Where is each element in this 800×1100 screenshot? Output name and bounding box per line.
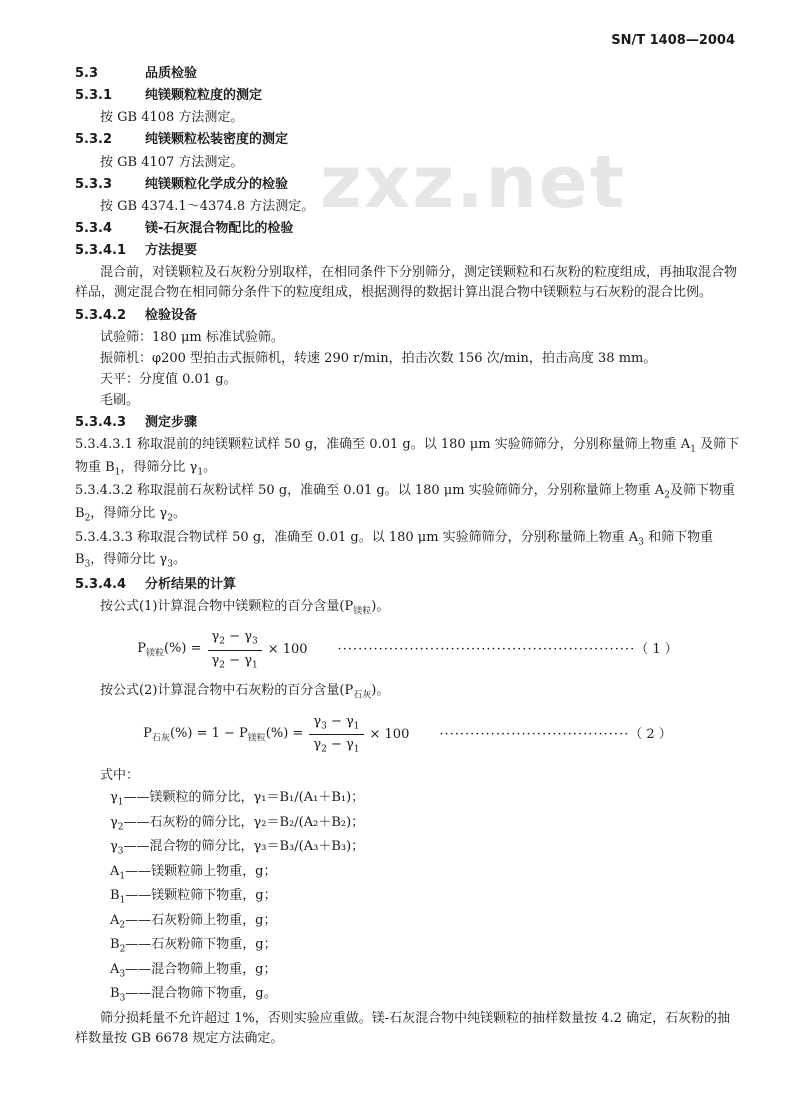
paragraph: 按 GB 4107 方法测定。 xyxy=(100,154,244,170)
section-title: 纯镁颗粒化学成分的检验 xyxy=(145,176,289,192)
standard-number-header: SN/T 1408—2004 xyxy=(611,33,735,48)
heading-5-3-1 xyxy=(75,86,740,106)
section-title: 分析结果的计算 xyxy=(145,576,237,592)
section-title: 纯镁颗粒粒度的测定 xyxy=(145,88,263,104)
legend-item: $B_1——$镁颗粒筛下物重，g； xyxy=(110,888,277,906)
heading-5-3-4-1 xyxy=(75,241,740,261)
section-number: 5.3.4.3 xyxy=(75,415,126,431)
section-number: 5.3.1 xyxy=(75,88,113,104)
step-text: 及筛下物重 B xyxy=(75,483,735,521)
document-body xyxy=(75,62,740,1050)
step-number: 5.3.4.3.1 xyxy=(75,437,133,453)
step-text: 和筛下物重 B xyxy=(75,529,714,568)
step-text: ，得筛分比 γ xyxy=(120,459,198,475)
section-title: 镁-石灰混合物配比的检验 xyxy=(145,220,294,236)
step-text: 称取混前石灰粉试样 50 g，准确至 0.01 g。以 180 μm 实验筛筛分，分别称量筛上物重 A xyxy=(137,483,665,499)
formula-2: $P_{石灰}(\%) = 1 - P_{镁粒}(\%)$ = $\frac{\gamma_3 - \gamma_1}{\gamma_2 - \gamma_1}$ × 100 ····································· （ 2 ） xyxy=(143,713,672,755)
paragraph: 混合前，对镁颗粒及石灰粉分别取样，在相同条件下分别筛分，测定镁颗粒和石灰粉的粒度组成，再抽取混合物样品，测定混合物在相同筛分条件下的粒度组成，根据测得的数据计算出混合物中镁颗粒与石灰粉的混合比例。 xyxy=(75,265,738,301)
step-text: 。 xyxy=(203,459,217,475)
heading-5-3-4-4 xyxy=(75,575,740,595)
step-text: 称取混前的纯镁颗粒试样 50 g，准确至 0.01 g。以 180 μm 实验筛筛分，分别称量筛上物重 A xyxy=(137,437,691,453)
equipment-item: 天平：分度值 0.01 g。 xyxy=(100,371,237,387)
section-title: 测定步骤 xyxy=(145,415,198,431)
legend-item: $\gamma_3——$混合物的筛分比，γ₃＝B₃/(A₃＋B₃)； xyxy=(110,839,365,857)
intro-subscript: 镁粒 xyxy=(353,606,372,617)
step-number: 5.3.4.3.2 xyxy=(75,483,133,499)
step-text: 称取混合物试样 50 g，准确至 0.01 g。以 180 μm 实验筛筛分，分别称量筛上物重 A xyxy=(137,529,639,545)
intro-text: 按公式(1)计算混合物中镁颗粒的百分含量(P xyxy=(100,598,354,614)
paragraph: 按 GB 4374.1～4374.8 方法测定。 xyxy=(100,198,315,214)
intro-text-end: )。 xyxy=(371,598,390,614)
section-number: 5.3.3 xyxy=(75,176,113,192)
step-text: ，得筛分比 γ xyxy=(90,505,168,521)
section-number: 5.3.4.1 xyxy=(75,243,126,259)
equipment-item: 振筛机：φ200 型拍击式振筛机，转速 290 r/min，拍击次数 156 次/min，拍击高度 38 mm。 xyxy=(100,350,657,366)
section-number: 5.3.4.2 xyxy=(75,307,126,323)
legend-item: $\gamma_2——$石灰粉的筛分比，γ₂＝B₂/(A₂＋B₂)； xyxy=(110,814,365,833)
equation-number: （ 1 ） xyxy=(635,642,678,658)
formula-intro-2 xyxy=(75,681,740,704)
step-text: ，得筛分比 γ xyxy=(90,552,168,568)
equipment-item: 毛刷。 xyxy=(100,393,140,409)
step-text: 及筛下物重 B xyxy=(75,437,740,475)
section-title: 品质检验 xyxy=(145,66,198,81)
section-title: 纯镁颗粒松装密度的测定 xyxy=(145,132,289,148)
section-number: 5.3.2 xyxy=(75,132,113,148)
intro-subscript: 石灰 xyxy=(353,690,372,701)
equation-number: （ 2 ） xyxy=(629,726,672,742)
heading-5-3-3 xyxy=(75,175,740,195)
section-number: 5.3 xyxy=(75,66,99,81)
legend-item: $B_3——$混合物筛下物重，g。 xyxy=(110,986,277,1004)
section-number: 5.3.4.4 xyxy=(75,576,126,592)
section-number: 5.3.4 xyxy=(75,220,113,236)
step-text: 。 xyxy=(172,505,186,521)
step-number: 5.3.4.3.3 xyxy=(75,529,133,545)
legend-item: $B_2——$石灰粉筛下物重，g； xyxy=(110,937,277,955)
heading-5-3-4-3 xyxy=(75,413,740,433)
legend-item: $\gamma_1——$镁颗粒的筛分比，γ₁＝B₁/(A₁＋B₁)； xyxy=(110,790,365,808)
formula-1: $P_{镁粒}(\%)$ = $\frac{\gamma_2 - \gamma_3}{\gamma_2 - \gamma_1}$ × 100 ·························································· （ 1 ） xyxy=(137,629,678,671)
equipment-item: 试验筛：180 μm 标准试验筛。 xyxy=(100,329,284,345)
section-title: 方法提要 xyxy=(145,243,198,259)
step-5-3-4-3-2: 5.3.4.3.2 称取混前石灰粉试样 50 g，准确至 0.01 g。以 180 μm 实验筛筛分，分别称量筛上物重 $A_2$及筛下物重 $B_2$，得筛分比 $\gamma_2$。 xyxy=(75,483,735,524)
watermark: zxz.net xyxy=(320,140,627,224)
legend-item: $A_3——$混合物筛上物重，g； xyxy=(110,961,277,980)
symbol-legend xyxy=(75,788,740,1007)
legend-item: $A_2——$石灰粉筛上物重，g； xyxy=(110,912,277,931)
section-title: 检验设备 xyxy=(145,307,198,323)
step-text: 。 xyxy=(172,552,186,568)
heading-5-3-4 xyxy=(75,219,740,239)
intro-text-end: )。 xyxy=(371,683,390,699)
step-5-3-4-3-1: 5.3.4.3.1 称取混前的纯镁颗粒试样 50 g，准确至 0.01 g。以 180 μm 实验筛筛分，分别称量筛上物重 $A_1$ 及筛下物重 $B_1$，得筛分比 $\gamma_1$。 xyxy=(75,437,740,478)
legend-item: $A_1——$镁颗粒筛上物重，g； xyxy=(110,863,277,882)
heading-5-3-4-2 xyxy=(75,306,740,326)
paragraph: 按 GB 4108 方法测定。 xyxy=(100,110,244,126)
closing-paragraph: 筛分损耗量不允许超过 1%，否则实验应重做。镁-石灰混合物中纯镁颗粒的抽样数量按 4.2 确定，石灰粉的抽样数量按 GB 6678 规定方法确定。 xyxy=(75,1010,731,1046)
step-5-3-4-3-3: 5.3.4.3.3 称取混合物试样 50 g，准确至 0.01 g。以 180 μm 实验筛筛分，分别称量筛上物重 $A_3$ 和筛下物重 $B_3$，得筛分比 $\gamma_3$。 xyxy=(75,529,714,570)
intro-text: 按公式(2)计算混合物中石灰粉的百分含量(P xyxy=(100,683,354,699)
where-label: 式中： xyxy=(100,767,140,783)
formula-intro-1 xyxy=(75,597,740,620)
heading-5-3 xyxy=(75,64,740,84)
heading-5-3-2 xyxy=(75,130,740,150)
